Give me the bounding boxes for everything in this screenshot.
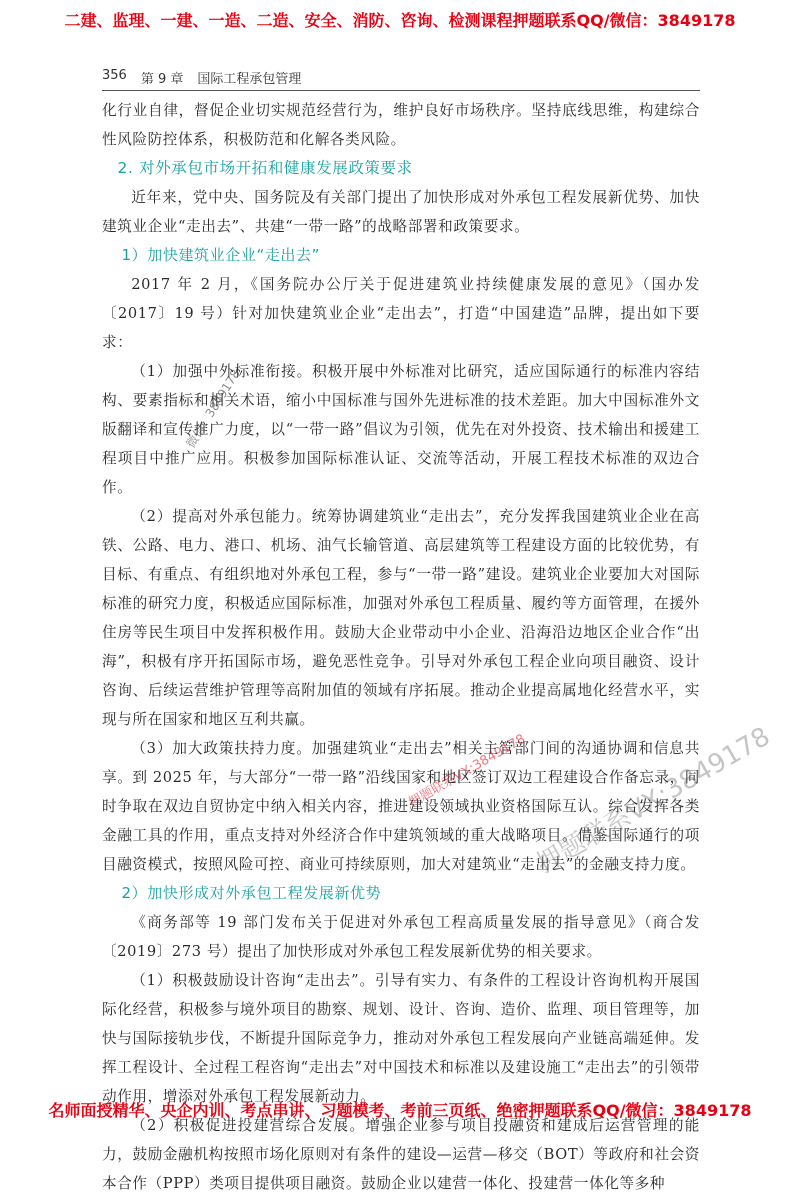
section-heading: 2. 对外承包市场开拓和健康发展政策要求 [117,159,413,177]
top-ad-banner: 二建、监理、一建、一造、二造、安全、消防、咨询、检测课程押题联系QQ/微信：3849178 [64,11,736,30]
paragraph: （2）积极促进投建营综合发展。增强企业参与项目投融资和建成后运营管理的能力，鼓励金融机构按照市场化原则对有条件的建设—运营—移交（BOT）等政府和社会资本合作（PPP）类项目提供项目融资。鼓励企业以建营一体化、投建营一体化等多种 [102,1117,700,1192]
paragraph: 近年来，党中央、国务院及有关部门提出了加快形成对外承包工程发展新优势、加快建筑业企业“走出去”、共建“一带一路”的战略部署和政策要求。 [102,189,700,235]
paragraph-continued: 化行业自律，督促企业切实规范经营行为，维护良好市场秩序。坚持底线思维，构建综合性风险防控体系，积极防范和化解各类风险。 [102,102,700,148]
paragraph: 2017 年 2 月，《国务院办公厅关于促进建筑业持续健康发展的意见》（国办发〔2017〕19 号）针对加快建筑业企业“走出去”，打造“中国建造”品牌，提出如下要求： [102,276,700,351]
paragraph: （3）加大政策扶持力度。加强建筑业“走出去”相关主管部门间的沟通协调和信息共享。到 2025 年，与大部分“一带一路”沿线国家和地区签订双边工程建设合作备忘录，同时争取在双边自贸协定中纳入相关内容，推进建设领域执业资格国际互认。综合发挥各类金融工具的作用，重点支持对外经济合作中建筑领域的重大战略项目。借鉴国际通行的项目融资模式，按照风险可控、商业可持续原则，加大对建筑业“走出去”的金融支持力度。 [102,740,700,873]
subsection-heading-1: 1）加快建筑业企业“走出去” [121,246,320,264]
watermark: 微信：3849178 [183,367,243,451]
paragraph: （1）积极鼓励设计咨询“走出去”。引导有实力、有条件的工程设计咨询机构开展国际化经营，积极参与境外项目的勘察、规划、设计、咨询、造价、监理、项目管理等，加快与国际接轨步伐，不断提升国际竞争力，推动对外承包工程发展向产业链高端延伸。发挥工程设计、全过程工程咨询“走出去”对中国技术和标准以及建设施工“走出去”的引领带动作用，增添对外承包工程发展新动力。 [102,972,700,1105]
paragraph: （1）加强中外标准衔接。积极开展中外标准对比研究，适应国际通行的标准内容结构、要素指标和相关术语，缩小中国标准与国外先进标准的技术差距。加大中国标准外文版翻译和宣传推广力度，以“一带一路”倡议为引领，优先在对外投资、技术输出和援建工程项目中推广应用。积极参加国际标准认证、交流等活动，开展工程技术标准的双边合作。 [102,363,700,496]
paragraph: （2）提高对外承包能力。统筹协调建筑业“走出去”，充分发挥我国建筑业企业在高铁、公路、电力、港口、机场、油气长输管道、高层建筑等工程建设方面的比较优势，有目标、有重点、有组织地对外承包工程，参与“一带一路”建设。建筑业企业要加大对国际标准的研究力度，积极适应国际标准，加强对外承包工程质量、履约等方面管理，在援外住房等民生项目中发挥积极作用。鼓励大企业带动中小企业、沿海沿边地区企业合作“出海”，积极有序开拓国际市场，避免恶性竞争。引导对外承包工程企业向项目融资、设计咨询、后续运营维护管理等高附加值的领域有序拓展。推动企业提高属地化经营水平，实现与所在国家和地区互利共赢。 [102,508,700,728]
page-body [102,96,700,1198]
bottom-ad-banner: 名师面授精华、央企内训、考点串讲、习题模考、考前三页纸、绝密押题联系QQ/微信：3849178 [48,1101,752,1120]
chapter-title: 国际工程承包管理 [197,72,302,87]
page-number: 356 [102,68,127,83]
page-header [102,68,301,87]
subsection-heading-2: 2）加快形成对外承包工程发展新优势 [121,884,382,902]
watermark: 押题联系VX:3849178 [406,731,528,811]
chapter-label: 第 9 章 [140,72,184,87]
header-divider [102,90,700,91]
watermark: 押题联系VX:3849178 [531,721,776,880]
paragraph: 《商务部等 19 部门发布关于促进对外承包工程高质量发展的指导意见》（商合发〔2019〕273 号）提出了加快形成对外承包工程发展新优势的相关要求。 [102,914,700,960]
